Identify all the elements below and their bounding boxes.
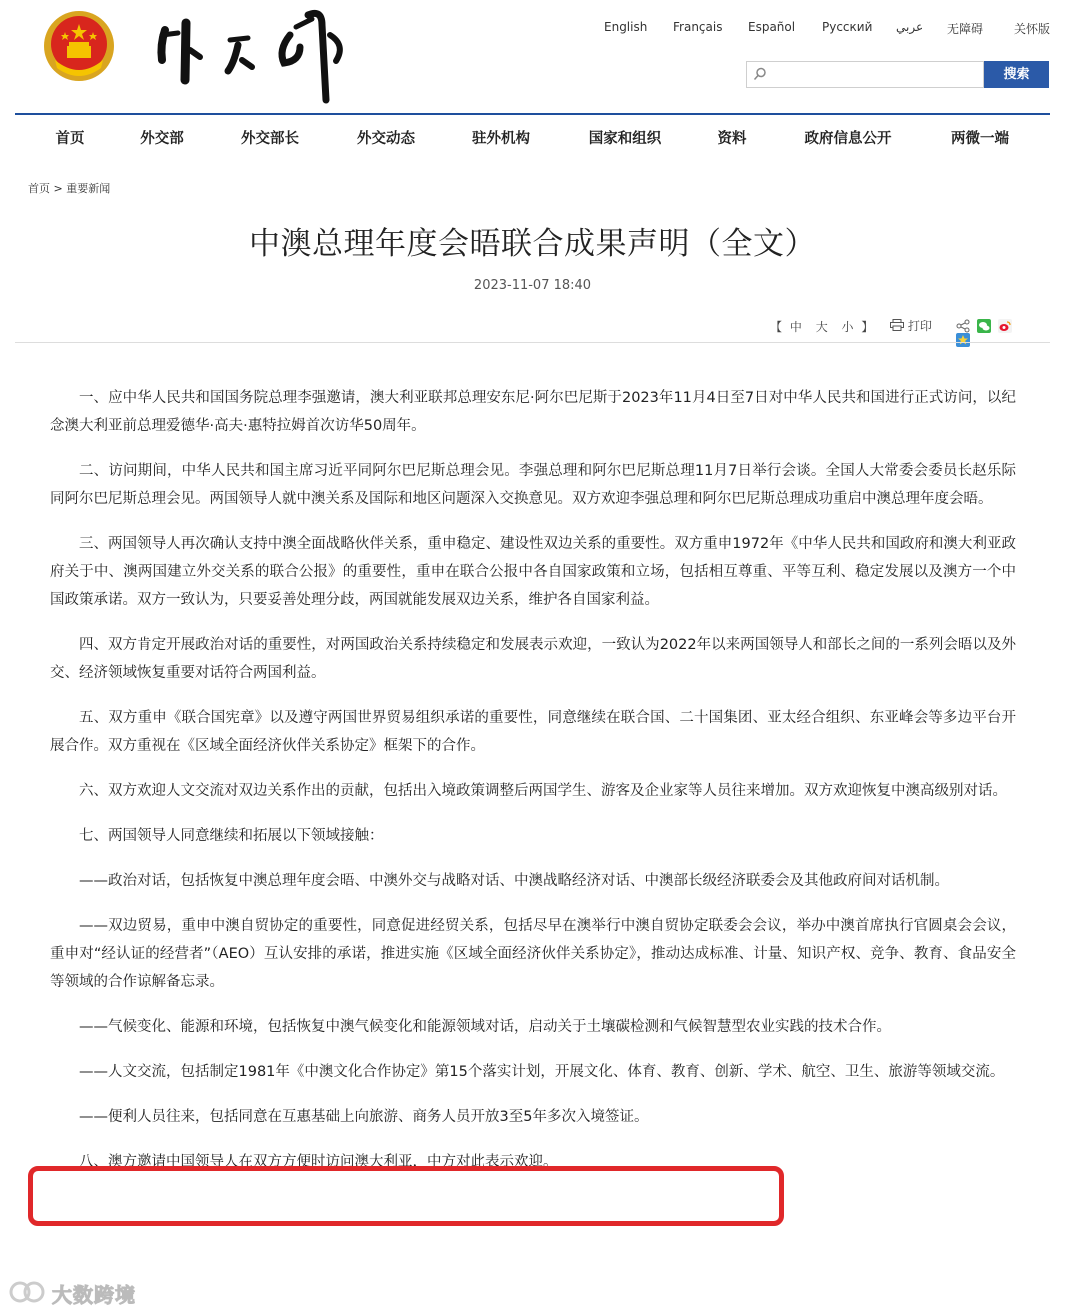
- nav-item-missions-abroad[interactable]: 驻外机构: [472, 131, 530, 147]
- article-paragraph: 五、双方重申《联合国宪章》以及遵守两国世界贸易组织承诺的重要性，同意继续在联合国、二十国集团、亚太经合组织、东亚峰会等多边平台开展合作。双方重视在《区域全面经济伙伴关系协定》框架下的合作。: [50, 710, 1016, 754]
- bracket-open: 【: [770, 320, 783, 334]
- mfa-calligraphy-logo[interactable]: [150, 5, 350, 105]
- font-large-button[interactable]: 中: [789, 320, 802, 334]
- print-label: 打印: [907, 319, 932, 333]
- nav-item-social-apps[interactable]: 两微一端: [951, 131, 1009, 147]
- nav-item-minister[interactable]: 外交部长: [241, 131, 299, 147]
- nav-item-countries-organizations[interactable]: 国家和组织: [588, 131, 662, 147]
- article-paragraph: 六、双方欢迎人文交流对双边关系作出的贡献，包括出入境政策调整后两国学生、游客及企业家等人员往来增加。双方欢迎恢复中澳高级别对话。: [79, 783, 1007, 799]
- weibo-icon[interactable]: [998, 319, 1012, 333]
- search-icon: [753, 67, 767, 81]
- search-input[interactable]: [771, 64, 976, 85]
- article-body: [50, 384, 1016, 1193]
- language-bar: [590, 20, 1055, 38]
- font-medium-button[interactable]: 大: [815, 320, 828, 334]
- watermark-text: 大数跨境: [52, 1283, 136, 1307]
- article-paragraph-visa: ——便利人员往来，包括同意在互惠基础上向旅游、商务人员开放3至5年多次入境签证。: [79, 1109, 649, 1125]
- printer-icon: [890, 319, 904, 331]
- article-paragraph: 七、两国领导人同意继续和拓展以下领域接触：: [79, 828, 384, 844]
- article-paragraph: 一、应中华人民共和国国务院总理李强邀请，澳大利亚联邦总理安东尼·阿尔巴尼斯于2023年11月4日至7日对中华人民共和国进行正式访问，以纪念澳大利亚前总理爱德华·高夫·惠特拉姆首次访华50周年。: [50, 390, 1016, 434]
- national-emblem-logo[interactable]: [43, 10, 115, 82]
- care-mode-link[interactable]: 关怀版: [1014, 22, 1051, 36]
- watermark: [8, 1277, 148, 1309]
- article-paragraph: ——气候变化、能源和环境，包括恢复中澳气候变化和能源领域对话，启动关于土壤碳检测和气候智慧型农业实践的技术合作。: [79, 1019, 891, 1035]
- nav-item-diplomatic-news[interactable]: 外交动态: [357, 131, 415, 147]
- search-box: [746, 61, 984, 88]
- lang-french-link[interactable]: Français: [673, 20, 723, 34]
- font-small-button[interactable]: 小: [841, 320, 854, 334]
- article-paragraph: ——人文交流，包括制定1981年《中澳文化合作协定》第15个落实计划，开展文化、体育、教育、创新、学术、航空、卫生、旅游等领域交流。: [79, 1064, 1005, 1080]
- lang-spanish-link[interactable]: Español: [748, 20, 796, 34]
- article-paragraph: 三、两国领导人再次确认支持中澳全面战略伙伴关系，重申稳定、建设性双边关系的重要性。双方重申1972年《中华人民共和国政府和澳大利亚政府关于中、澳两国建立外交关系的联合公报》的重要性，重申在联合公报中各自国家政策和立场，包括相互尊重、平等互利、稳定发展以及澳方一个中国政策承诺。双方一致认为，只要妥善处理分歧，两国就能发展双边关系，维护各自国家利益。: [50, 536, 1016, 608]
- breadcrumb-current-link[interactable]: 重要新闻: [66, 182, 111, 195]
- article-paragraph: 四、双方肯定开展政治对话的重要性，对两国政治关系持续稳定和发展表示欢迎，一致认为2022年以来两国领导人和部长之间的一系列会晤以及外交、经济领域恢复重要对话符合两国利益。: [50, 637, 1016, 681]
- breadcrumb: [28, 180, 110, 196]
- breadcrumb-home-link[interactable]: 首页: [28, 182, 50, 195]
- nav-item-gov-info-disclosure[interactable]: 政府信息公开: [804, 131, 892, 147]
- bracket-close: 】: [861, 320, 874, 334]
- article-paragraph: ——双边贸易，重申中澳自贸协定的重要性，同意促进经贸关系，包括尽早在澳举行中澳自贸协定联委会会议，举办中澳首席执行官圆桌会会议，重申对“经认证的经营者”（AEO）互认安排的承诺，推进实施《区域全面经济伙伴关系协定》，推动达成标准、计量、知识产权、竞争、教育、食品安全等领域的合作谅解备忘录。: [50, 918, 1016, 990]
- nav-item-resources[interactable]: 资料: [717, 131, 747, 147]
- search-button[interactable]: 搜索: [984, 61, 1049, 88]
- article-paragraph: ——政治对话，包括恢复中澳总理年度会晤、中澳外交与战略对话、中澳战略经济对话、中澳部长级经济联委会及其他政府间对话机制。: [79, 873, 949, 889]
- breadcrumb-separator: >: [53, 182, 63, 195]
- lang-english-link[interactable]: English: [604, 20, 648, 34]
- nav-item-ministry[interactable]: 外交部: [140, 131, 184, 147]
- highlight-annotation-box: [28, 1166, 784, 1226]
- share-icon[interactable]: [956, 319, 970, 333]
- article-toolbar: [770, 316, 1035, 336]
- wechat-icon[interactable]: [977, 319, 991, 333]
- article-paragraph: 八、澳方邀请中国领导人在双方方便时访问澳大利亚，中方对此表示欢迎。: [79, 1154, 558, 1170]
- lang-russian-link[interactable]: Русский: [822, 20, 873, 34]
- font-size-controls: [770, 318, 883, 335]
- qzone-icon[interactable]: [956, 333, 970, 347]
- nav-item-home[interactable]: 首页: [55, 131, 85, 147]
- publish-datetime: 2023-11-07 18:40: [473, 278, 592, 293]
- print-button[interactable]: [890, 317, 932, 334]
- accessibility-link[interactable]: 无障碍: [947, 22, 984, 36]
- watermark-logo-icon: [8, 1277, 48, 1307]
- main-nav: [15, 115, 1050, 159]
- content-divider: [15, 342, 1050, 343]
- article-title: 中澳总理年度会晤联合成果声明（全文）: [249, 226, 816, 262]
- article-paragraph: 二、访问期间，中华人民共和国主席习近平同阿尔巴尼斯总理会见。李强总理和阿尔巴尼斯总理11月7日举行会谈。全国人大常委会委员长赵乐际同阿尔巴尼斯总理会见。两国领导人就中澳关系及国际和地区问题深入交换意见。双方欢迎李强总理和阿尔巴尼斯总理成功重启中澳总理年度会晤。: [50, 463, 1016, 507]
- lang-arabic-link[interactable]: عربي: [896, 20, 924, 34]
